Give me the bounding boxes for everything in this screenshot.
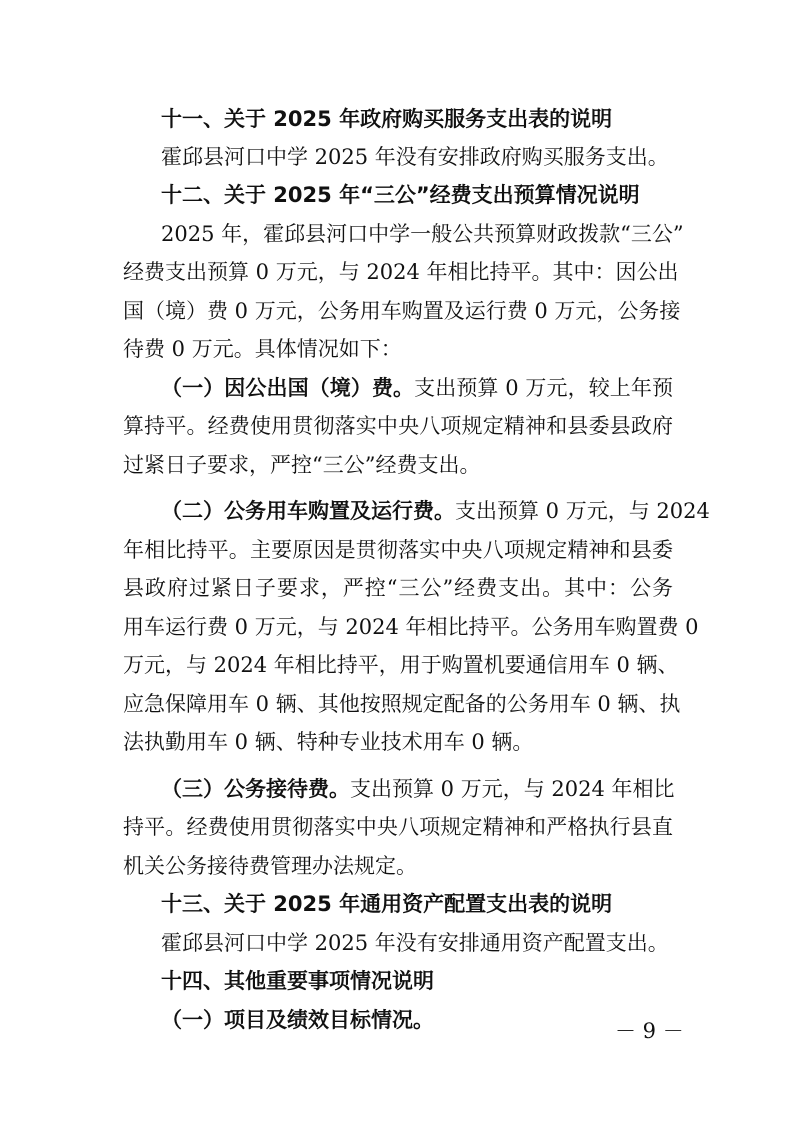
item-3-line [161, 774, 673, 804]
paragraph-line: 国（境）费 0 万元，公务用车购置及运行费 0 万元，公务接 [123, 299, 681, 323]
page-number: － 9 － [615, 1019, 684, 1043]
item-2-line [161, 496, 710, 526]
paragraph-line: 待费 0 万元。具体情况如下： [123, 337, 402, 361]
section-11-body: 霍邱县河口中学 2025 年没有安排政府购买服务支出。 [161, 145, 669, 169]
paragraph-line: 法执勤用车 0 辆、特种专业技术用车 0 辆。 [123, 730, 534, 754]
item-1-line [161, 373, 673, 403]
item-2-text: 支出预算 0 万元，与 2024 [455, 499, 710, 523]
section-12-heading: 十二、关于 2025 年“三公”经费支出预算情况说明 [161, 183, 640, 207]
paragraph-line: 机关公务接待费管理办法规定。 [123, 854, 417, 878]
item-1-text: 支出预算 0 万元，较上年预 [414, 376, 673, 400]
paragraph-line: 2025 年，霍邱县河口中学一般公共预算财政拨款“三公” [161, 222, 684, 246]
paragraph-line: 过紧日子要求，严控“三公”经费支出。 [123, 453, 481, 477]
paragraph-line: 算持平。经费使用贯彻落实中央八项规定精神和县委县政府 [123, 414, 673, 438]
paragraph-line: 年相比持平。主要原因是贯彻落实中央八项规定精神和县委 [123, 538, 673, 562]
section-14-heading: 十四、其他重要事项情况说明 [161, 969, 434, 993]
paragraph-line: 经费支出预算 0 万元，与 2024 年相比持平。其中：因公出 [123, 260, 679, 284]
section-14-subheading: （一）项目及绩效目标情况。 [161, 1008, 434, 1032]
paragraph-line: 县政府过紧日子要求，严控“三公”经费支出。其中：公务 [123, 576, 673, 600]
item-3-text: 支出预算 0 万元，与 2024 年相比 [350, 777, 675, 801]
section-11-heading: 十一、关于 2025 年政府购买服务支出表的说明 [161, 107, 613, 131]
section-13-body: 霍邱县河口中学 2025 年没有安排通用资产配置支出。 [161, 931, 669, 955]
paragraph-line: 应急保障用车 0 辆、其他按照规定配备的公务用车 0 辆、执 [123, 692, 681, 716]
item-3-title: （三）公务接待费。 [161, 777, 350, 801]
item-1-title: （一）因公出国（境）费。 [161, 376, 415, 400]
paragraph-line: 用车运行费 0 万元，与 2024 年相比持平。公务用车购置费 0 [123, 615, 699, 639]
paragraph-line: 万元，与 2024 年相比持平，用于购置机要通信用车 0 辆、 [123, 653, 679, 677]
paragraph-line: 持平。经费使用贯彻落实中央八项规定精神和严格执行县直 [123, 815, 673, 839]
item-2-title: （二）公务用车购置及运行费。 [161, 499, 455, 523]
section-13-heading: 十三、关于 2025 年通用资产配置支出表的说明 [161, 892, 613, 916]
